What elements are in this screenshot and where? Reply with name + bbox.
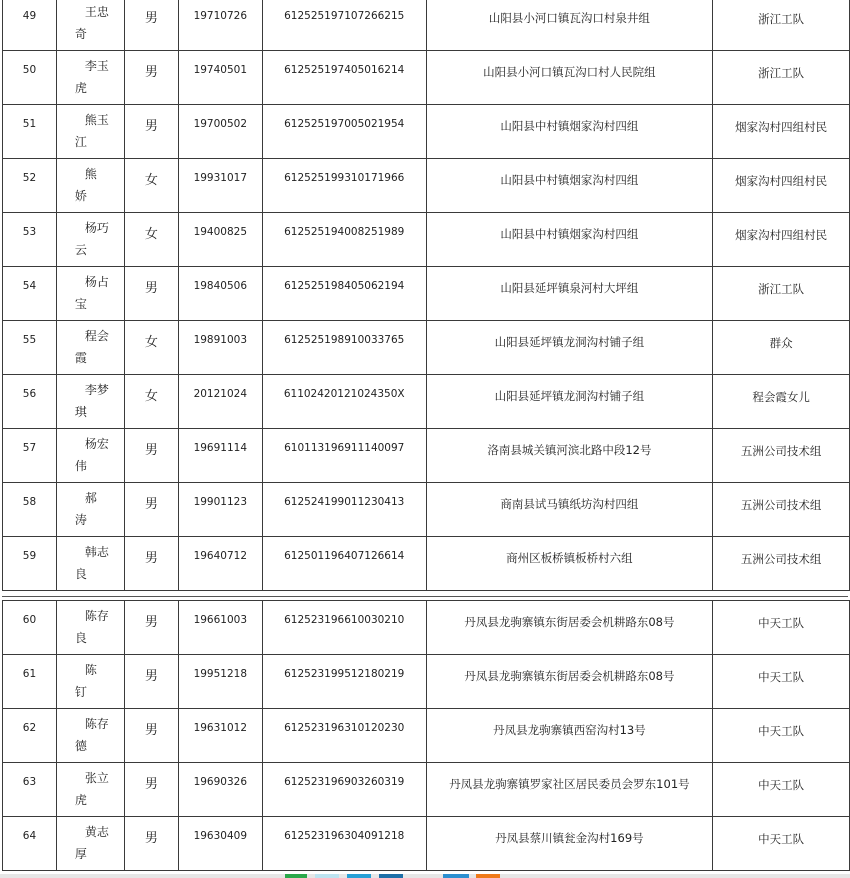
cell-name [56, 375, 124, 429]
cell-address [426, 817, 712, 871]
cell-text-note: 五洲公司技术组 [740, 444, 822, 458]
cell-text-dob: 19631012 [193, 722, 248, 734]
cell-birthdate [178, 817, 262, 871]
cell-text-id: 612523196610030210 [284, 614, 405, 626]
cell-text-id: 612523196903260319 [284, 776, 405, 788]
cell-index [3, 267, 57, 321]
cell-text-note: 烟家沟村四组村民 [735, 174, 828, 188]
cell-text-sex: 男 [144, 497, 158, 512]
cell-name [56, 267, 124, 321]
cell-text-dob: 19710726 [193, 10, 248, 22]
cell-birthdate [178, 763, 262, 817]
cell-text-name-1: 张立 [84, 771, 109, 785]
cell-text-name-1: 黄志 [84, 825, 109, 839]
share-button-4[interactable] [379, 874, 403, 878]
cell-text-sex: 男 [144, 281, 158, 296]
cell-remark [713, 601, 850, 655]
cell-index [3, 483, 57, 537]
table-row [3, 537, 850, 591]
cell-text-addr: 山阳县中村镇烟家沟村四组 [500, 227, 639, 241]
share-button-3[interactable] [347, 874, 371, 878]
cell-sex [124, 267, 178, 321]
cell-name [56, 51, 124, 105]
cell-text-dob: 19691114 [193, 442, 248, 454]
personnel-table [2, 0, 850, 591]
table-row [3, 763, 850, 817]
cell-address [426, 483, 712, 537]
cell-name [56, 537, 124, 591]
cell-text-addr: 商州区板桥镇板桥村六组 [506, 551, 633, 565]
cell-sex [124, 375, 178, 429]
cell-text-no: 62 [22, 722, 37, 734]
personnel-table-continued [2, 600, 850, 871]
cell-text-addr: 丹凤县蔡川镇瓮金沟村169号 [495, 831, 644, 845]
cell-text-addr: 丹凤县龙驹寨镇东街居委会机耕路东08号 [464, 615, 675, 629]
table-row [3, 709, 850, 763]
cell-text-no: 61 [22, 668, 37, 680]
cell-address [426, 159, 712, 213]
cell-text-dob: 19951218 [193, 668, 248, 680]
cell-address [426, 601, 712, 655]
cell-text-name-1: 韩志 [84, 545, 109, 559]
cell-text-note: 五洲公司技术组 [740, 552, 822, 566]
cell-text-sex: 男 [144, 443, 158, 458]
cell-text-sex: 男 [144, 831, 158, 846]
cell-text-no: 57 [22, 442, 37, 454]
cell-text-sex: 男 [144, 723, 158, 738]
cell-address [426, 375, 712, 429]
cell-birthdate [178, 429, 262, 483]
cell-index [3, 105, 57, 159]
cell-index [3, 375, 57, 429]
cell-text-dob: 19740501 [193, 64, 248, 76]
cell-id-number [262, 601, 426, 655]
cell-remark [713, 375, 850, 429]
cell-text-name-2: 伟 [74, 459, 87, 473]
cell-remark [713, 267, 850, 321]
table-row [3, 429, 850, 483]
cell-text-id: 612523196304091218 [284, 830, 405, 842]
cell-text-no: 54 [22, 280, 37, 292]
cell-sex [124, 321, 178, 375]
cell-text-name-1: 陈存 [84, 609, 109, 623]
cell-remark [713, 159, 850, 213]
cell-text-name-1: 程会 [84, 329, 109, 343]
cell-text-sex: 女 [144, 173, 158, 188]
cell-name [56, 601, 124, 655]
table-row [3, 51, 850, 105]
cell-address [426, 537, 712, 591]
cell-id-number [262, 321, 426, 375]
share-button-5[interactable] [443, 874, 469, 878]
cell-text-id: 612525199310171966 [284, 172, 405, 184]
table-row [3, 375, 850, 429]
cell-text-name-1: 熊玉 [84, 113, 109, 127]
cell-birthdate [178, 375, 262, 429]
cell-text-sex: 男 [144, 669, 158, 684]
table-row [3, 321, 850, 375]
cell-index [3, 763, 57, 817]
cell-text-name-2: 德 [74, 739, 87, 753]
cell-text-no: 56 [22, 388, 37, 400]
cell-text-addr: 洛南县城关镇河滨北路中段12号 [487, 443, 652, 457]
cell-id-number [262, 763, 426, 817]
cell-text-id: 612525198910033765 [284, 334, 405, 346]
share-button-6[interactable] [476, 874, 500, 878]
cell-text-addr: 商南县试马镇纸坊沟村四组 [500, 497, 639, 511]
cell-text-no: 64 [22, 830, 37, 842]
cell-text-name-2: 虎 [74, 793, 87, 807]
cell-id-number [262, 817, 426, 871]
cell-text-no: 51 [22, 118, 37, 130]
cell-text-no: 60 [22, 614, 37, 626]
cell-text-id: 61102420121024350X [283, 388, 405, 400]
cell-id-number [262, 429, 426, 483]
cell-text-name-1: 陈存 [84, 717, 109, 731]
cell-remark [713, 429, 850, 483]
share-toolbar [0, 874, 850, 878]
cell-text-note: 浙江工队 [758, 282, 805, 296]
cell-id-number [262, 0, 426, 51]
cell-remark [713, 51, 850, 105]
cell-text-name-1: 郝 [84, 491, 97, 505]
cell-text-note: 烟家沟村四组村民 [735, 120, 828, 134]
cell-address [426, 105, 712, 159]
cell-text-name-2: 娇 [74, 189, 87, 203]
cell-text-dob: 19901123 [193, 496, 248, 508]
cell-text-id: 612525194008251989 [284, 226, 405, 238]
cell-text-note: 浙江工队 [758, 12, 805, 26]
cell-text-name-1: 杨宏 [84, 437, 109, 451]
cell-birthdate [178, 655, 262, 709]
cell-index [3, 817, 57, 871]
cell-text-no: 59 [22, 550, 37, 562]
cell-text-addr: 山阳县小河口镇瓦沟口村人民院组 [483, 65, 656, 79]
cell-sex [124, 709, 178, 763]
cell-text-id: 612501196407126614 [284, 550, 405, 562]
cell-text-sex: 男 [144, 65, 158, 80]
cell-remark [713, 321, 850, 375]
table-row [3, 0, 850, 51]
cell-text-name-2: 奇 [74, 27, 87, 41]
cell-text-id: 612525197107266215 [284, 10, 405, 22]
cell-address [426, 655, 712, 709]
cell-text-addr: 山阳县小河口镇瓦沟口村泉井组 [488, 11, 650, 25]
cell-address [426, 763, 712, 817]
cell-id-number [262, 51, 426, 105]
cell-text-name-1: 熊 [84, 167, 97, 181]
cell-index [3, 709, 57, 763]
table-row [3, 159, 850, 213]
table-row [3, 267, 850, 321]
cell-birthdate [178, 51, 262, 105]
cell-name [56, 483, 124, 537]
cell-text-name-2: 良 [74, 631, 87, 645]
cell-text-id: 612525197405016214 [284, 64, 405, 76]
cell-text-dob: 19400825 [193, 226, 248, 238]
cell-id-number [262, 213, 426, 267]
cell-text-name-1: 杨巧 [84, 221, 109, 235]
cell-remark [713, 655, 850, 709]
cell-remark [713, 483, 850, 537]
cell-birthdate [178, 267, 262, 321]
cell-name [56, 817, 124, 871]
cell-text-addr: 山阳县延坪镇龙洞沟村铺子组 [494, 335, 645, 349]
cell-text-note: 浙江工队 [758, 66, 805, 80]
cell-id-number [262, 105, 426, 159]
cell-birthdate [178, 483, 262, 537]
cell-id-number [262, 375, 426, 429]
cell-text-no: 52 [22, 172, 37, 184]
cell-text-name-2: 江 [74, 135, 87, 149]
cell-text-note: 群众 [769, 336, 793, 350]
cell-text-addr: 山阳县中村镇烟家沟村四组 [500, 173, 639, 187]
cell-name [56, 159, 124, 213]
cell-birthdate [178, 601, 262, 655]
cell-sex [124, 483, 178, 537]
cell-text-dob: 19931017 [193, 172, 248, 184]
cell-text-name-2: 云 [74, 243, 87, 257]
cell-index [3, 655, 57, 709]
cell-text-name-1: 李梦 [84, 383, 109, 397]
cell-text-name-2: 良 [74, 567, 87, 581]
cell-text-sex: 男 [144, 551, 158, 566]
cell-text-addr: 山阳县延坪镇龙洞沟村铺子组 [494, 389, 645, 403]
cell-name [56, 709, 124, 763]
cell-index [3, 429, 57, 483]
cell-name [56, 321, 124, 375]
cell-text-addr: 丹凤县龙驹寨镇东街居委会机耕路东08号 [464, 669, 675, 683]
table-row [3, 105, 850, 159]
cell-sex [124, 0, 178, 51]
cell-text-addr: 丹凤县龙驹寨镇罗家社区居民委员会罗东101号 [449, 777, 690, 791]
cell-text-no: 55 [22, 334, 37, 346]
cell-text-no: 58 [22, 496, 37, 508]
cell-name [56, 655, 124, 709]
cell-text-id: 612525198405062194 [284, 280, 405, 292]
cell-remark [713, 763, 850, 817]
cell-birthdate [178, 159, 262, 213]
cell-id-number [262, 709, 426, 763]
cell-index [3, 213, 57, 267]
cell-text-addr: 山阳县中村镇烟家沟村四组 [500, 119, 639, 133]
cell-text-note: 中天工队 [758, 724, 805, 738]
cell-birthdate [178, 321, 262, 375]
cell-index [3, 601, 57, 655]
cell-sex [124, 51, 178, 105]
cell-text-name-2: 琪 [74, 405, 87, 419]
cell-text-id: 610113196911140097 [284, 442, 405, 454]
cell-text-name-2: 宝 [74, 297, 87, 311]
cell-sex [124, 817, 178, 871]
cell-text-dob: 19661003 [193, 614, 248, 626]
table-row [3, 655, 850, 709]
cell-text-sex: 女 [144, 335, 158, 350]
cell-text-dob: 19690326 [193, 776, 248, 788]
cell-index [3, 537, 57, 591]
cell-text-note: 烟家沟村四组村民 [735, 228, 828, 242]
cell-text-note: 中天工队 [758, 670, 805, 684]
cell-text-sex: 男 [144, 777, 158, 792]
cell-index [3, 321, 57, 375]
cell-birthdate [178, 709, 262, 763]
cell-text-no: 50 [22, 64, 37, 76]
cell-text-id: 612524199011230413 [284, 496, 405, 508]
cell-name [56, 213, 124, 267]
cell-text-note: 五洲公司技术组 [740, 498, 822, 512]
cell-text-name-2: 虎 [74, 81, 87, 95]
cell-sex [124, 655, 178, 709]
cell-text-dob: 20121024 [193, 388, 248, 400]
cell-text-name-1: 杨占 [84, 275, 109, 289]
cell-id-number [262, 483, 426, 537]
cell-id-number [262, 655, 426, 709]
cell-remark [713, 817, 850, 871]
cell-address [426, 429, 712, 483]
share-button-2[interactable] [315, 874, 339, 878]
table-row [3, 213, 850, 267]
cell-birthdate [178, 213, 262, 267]
cell-remark [713, 105, 850, 159]
cell-text-name-2: 霞 [74, 351, 87, 365]
cell-index [3, 51, 57, 105]
cell-text-name-1: 李玉 [84, 59, 109, 73]
table-row [3, 483, 850, 537]
cell-text-addr: 丹凤县龙驹寨镇西窑沟村13号 [493, 723, 646, 737]
cell-text-id: 612523199512180219 [284, 668, 405, 680]
cell-text-sex: 男 [144, 615, 158, 630]
cell-text-name-1: 王忠 [84, 5, 109, 19]
cell-text-note: 中天工队 [758, 778, 805, 792]
cell-text-no: 63 [22, 776, 37, 788]
table-row [3, 817, 850, 871]
cell-text-note: 中天工队 [758, 832, 805, 846]
cell-text-name-2: 厚 [74, 847, 87, 861]
share-button-1[interactable] [285, 874, 307, 878]
cell-text-sex: 男 [144, 119, 158, 134]
cell-text-note: 中天工队 [758, 616, 805, 630]
cell-text-addr: 山阳县延坪镇泉河村大坪组 [500, 281, 639, 295]
cell-remark [713, 537, 850, 591]
cell-text-no: 49 [22, 10, 37, 22]
cell-sex [124, 763, 178, 817]
cell-id-number [262, 537, 426, 591]
page-break-separator [2, 596, 848, 599]
cell-remark [713, 0, 850, 51]
cell-name [56, 429, 124, 483]
cell-text-name-2: 钉 [74, 685, 87, 699]
cell-sex [124, 105, 178, 159]
cell-birthdate [178, 537, 262, 591]
cell-text-id: 612523196310120230 [284, 722, 405, 734]
cell-name [56, 763, 124, 817]
cell-address [426, 321, 712, 375]
cell-remark [713, 213, 850, 267]
cell-text-sex: 女 [144, 227, 158, 242]
cell-text-sex: 男 [144, 11, 158, 26]
cell-text-id: 612525197005021954 [284, 118, 405, 130]
cell-birthdate [178, 0, 262, 51]
cell-id-number [262, 159, 426, 213]
table-row [3, 601, 850, 655]
cell-index [3, 159, 57, 213]
cell-address [426, 0, 712, 51]
cell-text-dob: 19891003 [193, 334, 248, 346]
cell-address [426, 213, 712, 267]
cell-index [3, 0, 57, 51]
cell-remark [713, 709, 850, 763]
cell-sex [124, 159, 178, 213]
cell-sex [124, 601, 178, 655]
cell-text-dob: 19640712 [193, 550, 248, 562]
cell-address [426, 51, 712, 105]
cell-text-dob: 19630409 [193, 830, 248, 842]
cell-id-number [262, 267, 426, 321]
cell-text-no: 53 [22, 226, 37, 238]
cell-sex [124, 537, 178, 591]
cell-name [56, 0, 124, 51]
cell-sex [124, 213, 178, 267]
cell-address [426, 267, 712, 321]
cell-birthdate [178, 105, 262, 159]
cell-name [56, 105, 124, 159]
cell-address [426, 709, 712, 763]
cell-text-name-2: 涛 [74, 513, 87, 527]
cell-text-name-1: 陈 [84, 663, 97, 677]
cell-text-note: 程会霞女儿 [752, 390, 810, 404]
cell-text-dob: 19700502 [193, 118, 248, 130]
cell-text-dob: 19840506 [193, 280, 248, 292]
cell-text-sex: 女 [144, 389, 158, 404]
cell-sex [124, 429, 178, 483]
